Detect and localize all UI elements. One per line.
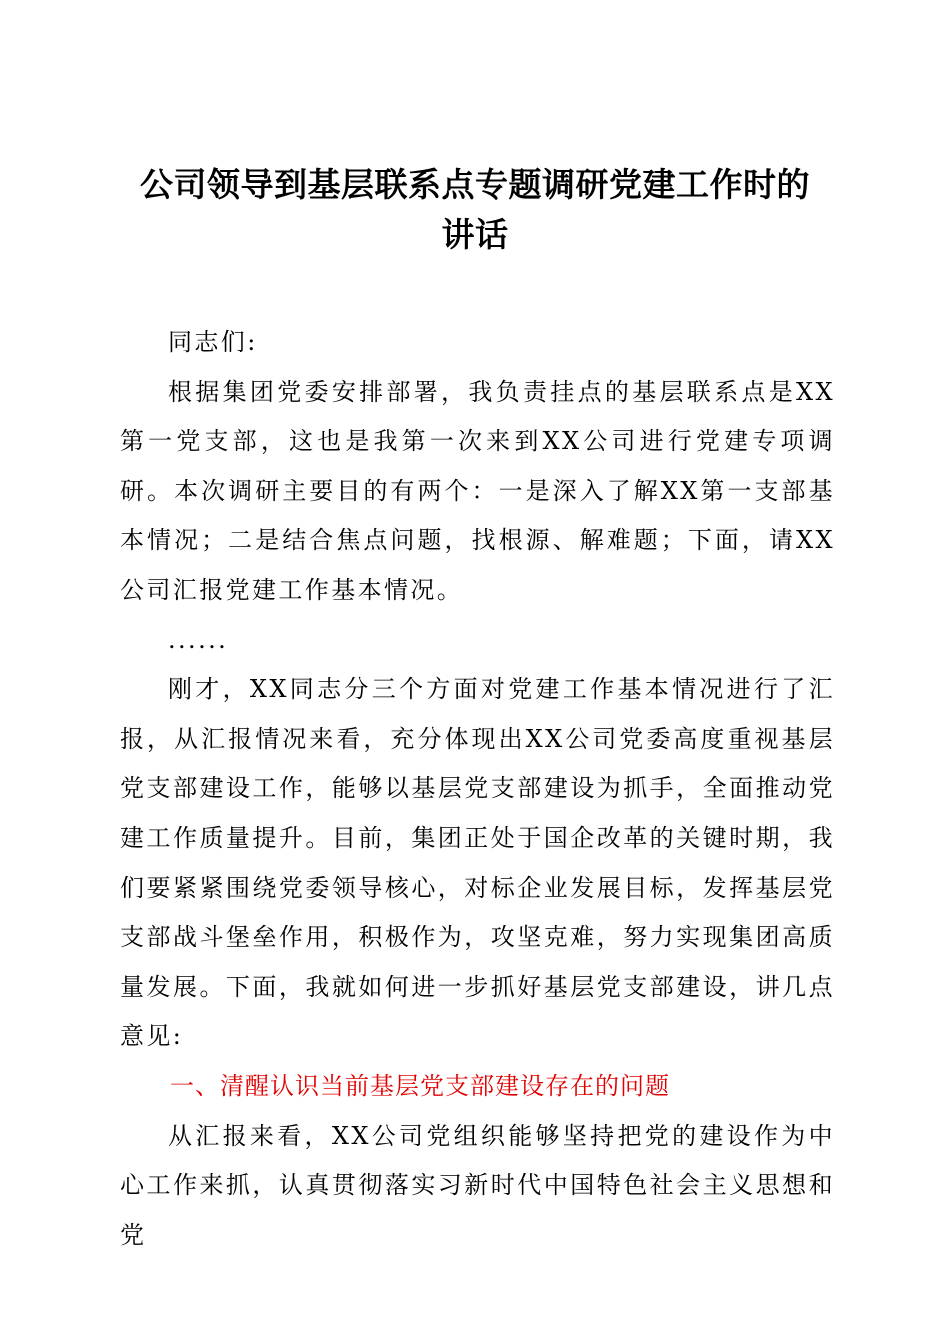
greeting: 同志们:	[168, 328, 258, 356]
title-line-2: 讲话	[441, 215, 509, 254]
section-1-paragraph: 从汇报来看，XX公司党组织能够坚持把党的建设作为中心工作来抓，认真贯彻落实习新时代中国特色社会主义思想和党	[120, 1121, 835, 1249]
section-heading-1: 一、清醒认识当前基层党支部建设存在的问题	[170, 1071, 670, 1100]
document-title	[110, 160, 840, 260]
paragraph-intro: 根据集团党委安排部署，我负责挂点的基层联系点是XX第一党支部，这也是我第一次来到XX公司进行党建专项调研。本次调研主要目的有两个：一是深入了解XX第一支部基本情况；二是结合焦点问题，找根源、解难题；下面，请XX公司汇报党建工作基本情况。	[120, 377, 835, 604]
paragraph-summary: 刚才，XX同志分三个方面对党建工作基本情况进行了汇报，从汇报情况来看，充分体现出XX公司党委高度重视基层党支部建设工作，能够以基层党支部建设为抓手，全面推动党建工作质量提升。目前，集团正处于国企改革的关键时期，我们要紧紧围绕党委领导核心，对标企业发展目标，发挥基层党支部战斗堡垒作用，积极作为，攻坚克难，努力实现集团高质量发展。下面，我就如何进一步抓好基层党支部建设，讲几点意见:	[120, 675, 835, 1051]
document-body	[120, 318, 835, 1260]
paragraph-ellipsis: ......	[168, 625, 229, 654]
title-line-1: 公司领导到基层联系点专题调研党建工作时的	[140, 165, 810, 204]
